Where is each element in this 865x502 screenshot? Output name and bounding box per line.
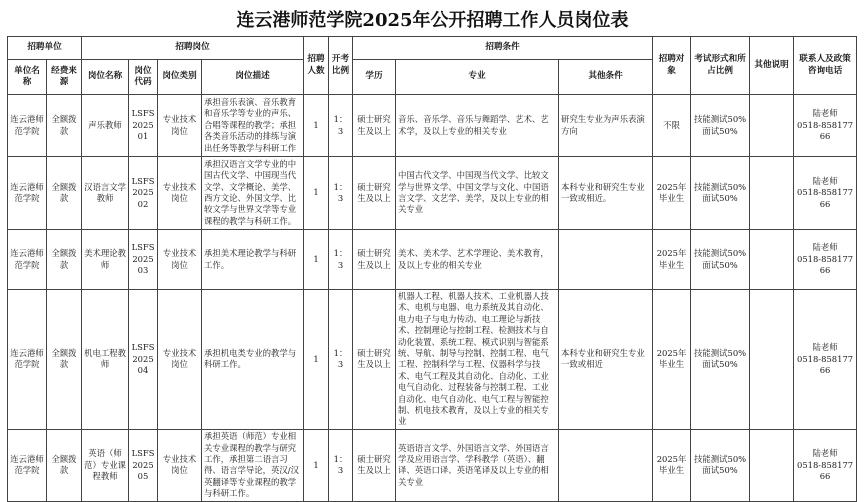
exam-skill-text: 技能测试50% — [693, 114, 747, 125]
header-post-type: 岗位类别 — [158, 60, 202, 95]
major-cell: 机器人工程、机器人技术、工业机器人技术、电机与电器、电力系统及其自动化、电力电子与电力传动、电工理论与新技术、控制理论与控制工程、检测技术与自动化装置、系统工程、模式识别与智能系统、导航、制导与控制、控制工程、电气工程、控制科学与工程、仪器科学与技术、电气工程及其自动化、自动化、工业电气自动化、过程装备与控制工程、工业自动化、电气自动化、电气工程与智能控制、机电技术教育，及以上专业的相关专业 — [396, 290, 559, 430]
contact-cell — [794, 157, 857, 230]
contact-phone: 0518-85817766 — [796, 253, 854, 276]
header-post-desc: 岗位描述 — [202, 60, 304, 95]
exam-form-cell — [691, 429, 750, 501]
table-row — [8, 290, 857, 430]
major-cell: 美术、美术学、艺术学理论、美术教育，及以上专业的相关专业 — [396, 230, 559, 290]
contact-name: 陆老师 — [812, 448, 838, 459]
unit-name-cell: 连云港师范学院 — [8, 290, 47, 430]
exam-skill-text: 技能测试50% — [693, 348, 747, 359]
contact-cell — [794, 290, 857, 430]
table-row — [8, 230, 857, 290]
exam-interview-text: 面试50% — [702, 193, 738, 203]
contact-name: 陆老师 — [812, 242, 838, 253]
job-positions-table — [7, 36, 857, 502]
post-code-cell: LSFS202505 — [129, 429, 158, 501]
notes-cell — [750, 230, 794, 290]
education-cell: 硕士研究生及以上 — [353, 290, 396, 430]
notes-cell — [750, 157, 794, 230]
notes-cell — [750, 95, 794, 157]
header-education: 学历 — [353, 60, 396, 95]
header-recruit-count: 招聘人数 — [304, 37, 329, 95]
table-row — [8, 157, 857, 230]
header-recruiting-post: 招聘岗位 — [82, 37, 304, 60]
post-desc-cell: 承担音乐表演、音乐教育和音乐学等专业的声乐、合唱等课程的教学；承担各类音乐活动的排练与演出任务等教学与科研工作 — [202, 95, 304, 157]
contact-cell — [794, 230, 857, 290]
post-type-cell: 专业技术岗位 — [158, 290, 202, 430]
header-funding: 经费来源 — [47, 60, 82, 95]
education-cell: 硕士研究生及以上 — [353, 230, 396, 290]
post-name-cell: 英语（师范）专业课程教师 — [82, 429, 129, 501]
header-other-conditions: 其他条件 — [559, 60, 653, 95]
exam-skill-text: 技能测试50% — [693, 181, 747, 192]
target-cell: 不限 — [653, 95, 691, 157]
contact-phone: 0518-85817766 — [796, 459, 854, 482]
major-cell: 中国古代文学、中国现当代文学、比较文学与世界文学、中国文学与文化、中国语言文学、文艺学、美学，及以上专业的相关专业 — [396, 157, 559, 230]
education-cell: 硕士研究生及以上 — [353, 157, 396, 230]
funding-cell: 全额拨款 — [47, 157, 82, 230]
target-cell: 2025年毕业生 — [653, 429, 691, 501]
header-post-code: 岗位代码 — [129, 60, 158, 95]
contact-name: 陆老师 — [812, 342, 838, 353]
post-type-cell: 专业技术岗位 — [158, 95, 202, 157]
major-cell: 英语语言文学、外国语言文学、外国语言学及应用语言学、学科教学（英语）、翻译、英语口译、英语笔译及以上专业的相关专业 — [396, 429, 559, 501]
ratio-cell: 1：3 — [329, 230, 353, 290]
funding-cell: 全额拨款 — [47, 429, 82, 501]
header-major: 专业 — [396, 60, 559, 95]
other-conditions-cell: 研究生专业为声乐表演方向 — [559, 95, 653, 157]
ratio-cell: 1：3 — [329, 290, 353, 430]
unit-name-cell: 连云港师范学院 — [8, 230, 47, 290]
notes-cell — [750, 429, 794, 501]
post-desc-cell: 承担机电类专业的教学与科研工作。 — [202, 290, 304, 430]
contact-name: 陆老师 — [812, 108, 838, 119]
target-cell: 2025年毕业生 — [653, 230, 691, 290]
post-type-cell: 专业技术岗位 — [158, 429, 202, 501]
target-cell: 2025年毕业生 — [653, 157, 691, 230]
unit-name-cell: 连云港师范学院 — [8, 157, 47, 230]
post-code-cell: LSFS202503 — [129, 230, 158, 290]
exam-interview-text: 面试50% — [702, 125, 738, 136]
education-cell: 硕士研究生及以上 — [353, 95, 396, 157]
major-cell: 音乐、音乐学、音乐与舞蹈学、艺术、艺术学，及以上专业的相关专业 — [396, 95, 559, 157]
count-cell: 1 — [304, 157, 329, 230]
count-cell: 1 — [304, 290, 329, 430]
other-conditions-cell: 本科专业和研究生专业一致或相近 — [559, 290, 653, 430]
contact-cell — [794, 429, 857, 501]
funding-cell: 全额拨款 — [47, 95, 82, 157]
post-desc-cell: 承担美术理论教学与科研工作。 — [202, 230, 304, 290]
exam-skill-text: 技能测试50% — [693, 248, 747, 259]
exam-interview-text: 面试50% — [702, 259, 738, 270]
education-cell: 硕士研究生及以上 — [353, 429, 396, 501]
funding-cell: 全额拨款 — [47, 230, 82, 290]
table-row — [8, 429, 857, 501]
contact-name: 陆老师 — [812, 175, 838, 186]
exam-interview-text: 面试50% — [702, 359, 738, 370]
other-conditions-cell: 本科专业和研究生专业一致或相近。 — [559, 157, 653, 230]
target-cell: 2025年毕业生 — [653, 290, 691, 430]
post-type-cell: 专业技术岗位 — [158, 157, 202, 230]
exam-form-cell — [691, 95, 750, 157]
ratio-cell: 1：3 — [329, 429, 353, 501]
post-name-cell: 美术理论教师 — [82, 230, 129, 290]
table-row — [8, 95, 857, 157]
contact-phone: 0518-85817766 — [796, 353, 854, 376]
exam-interview-text: 面试50% — [702, 465, 738, 476]
header-exam-ratio: 开考比例 — [329, 37, 353, 95]
page-title: 连云港师范学院2025年公开招聘工作人员岗位表 — [236, 10, 629, 31]
header-post-name: 岗位名称 — [82, 60, 129, 95]
count-cell: 1 — [304, 95, 329, 157]
header-recruiting-unit: 招聘单位 — [8, 37, 82, 60]
post-type-cell: 专业技术岗位 — [158, 230, 202, 290]
exam-form-cell — [691, 290, 750, 430]
post-desc-cell: 承担英语（师范）专业相关专业课程的教学与研究工作，承担第二语言习得、语言学导论，英汉/汉英翻译等专业课程的教学与科研工作。 — [202, 429, 304, 501]
header-target: 招聘对象 — [653, 37, 691, 95]
header-row-group — [8, 37, 857, 60]
other-conditions-cell — [559, 230, 653, 290]
header-other-notes: 其他说明 — [750, 37, 794, 95]
header-contact: 联系人及政策咨询电话 — [794, 37, 857, 95]
funding-cell: 全额拨款 — [47, 290, 82, 430]
count-cell: 1 — [304, 230, 329, 290]
post-name-cell: 汉语言文学教师 — [82, 157, 129, 230]
exam-form-cell — [691, 230, 750, 290]
post-name-cell: 声乐教师 — [82, 95, 129, 157]
exam-skill-text: 技能测试50% — [693, 453, 747, 464]
unit-name-cell: 连云港师范学院 — [8, 429, 47, 501]
unit-name-cell: 连云港师范学院 — [8, 95, 47, 157]
notes-cell — [750, 290, 794, 430]
header-unit-name: 单位名称 — [8, 60, 47, 95]
header-conditions: 招聘条件 — [353, 37, 653, 60]
ratio-cell: 1：3 — [329, 157, 353, 230]
exam-form-cell — [691, 157, 750, 230]
contact-cell — [794, 95, 857, 157]
count-cell: 1 — [304, 429, 329, 501]
post-code-cell: LSFS202501 — [129, 95, 158, 157]
contact-phone: 0518-85817766 — [796, 119, 854, 142]
post-desc-cell: 承担汉语言文学专业的中国古代文学、中国现当代文学、文学概论、美学、西方文论、外国文学、比较文学与世界文学等专业课程的教学与科研工作。 — [202, 157, 304, 230]
contact-phone: 0518-85817766 — [796, 187, 854, 209]
header-exam-form: 考试形式和所占比例 — [691, 37, 750, 95]
post-code-cell: LSFS202502 — [129, 157, 158, 230]
post-name-cell: 机电工程教师 — [82, 290, 129, 430]
post-code-cell: LSFS202504 — [129, 290, 158, 430]
ratio-cell: 1：3 — [329, 95, 353, 157]
other-conditions-cell — [559, 429, 653, 501]
